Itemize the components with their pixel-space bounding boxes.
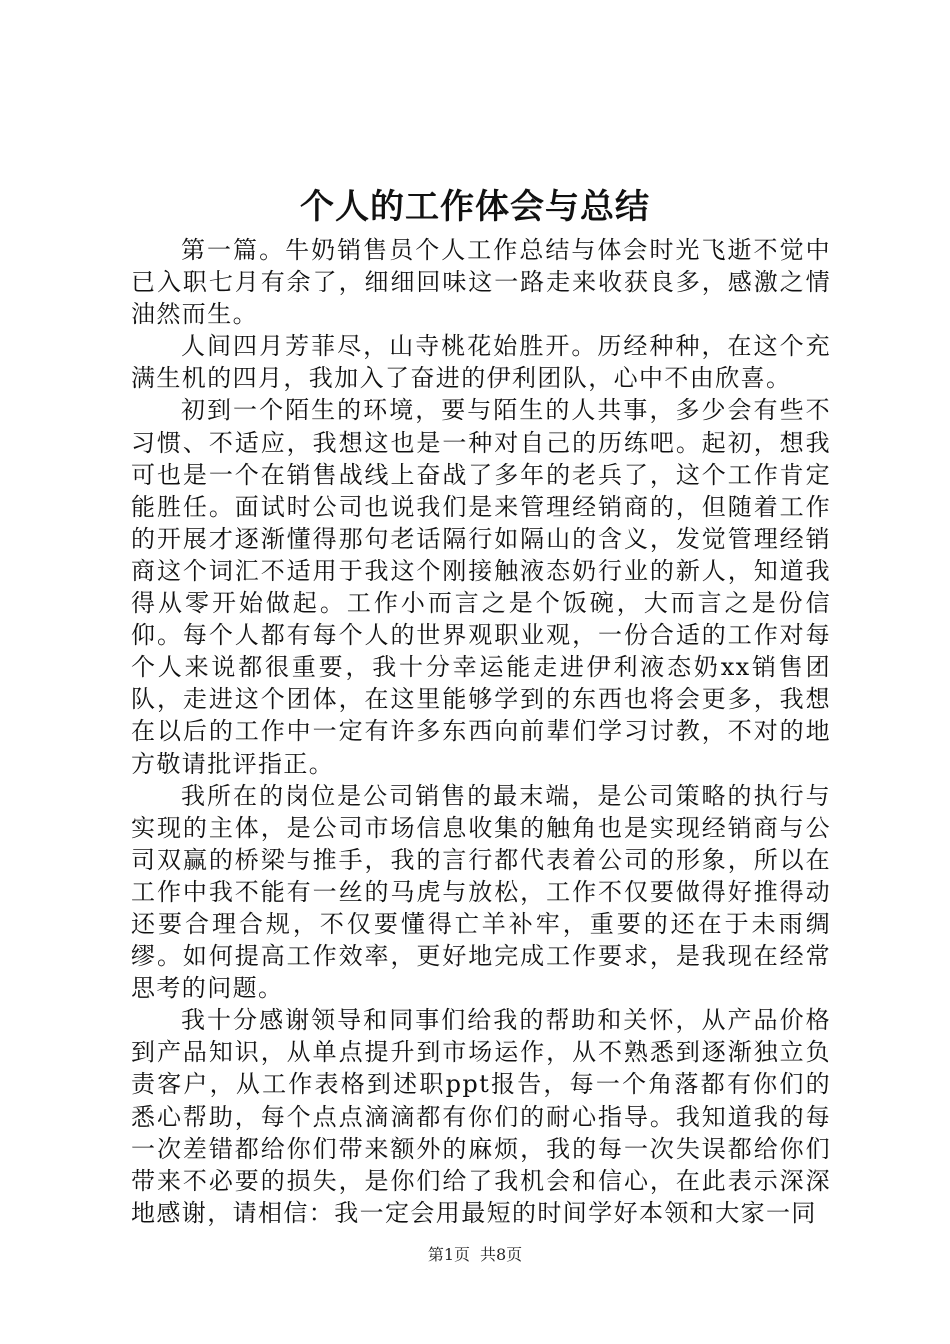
document-body	[131, 234, 831, 1229]
page-number: 第1页	[427, 1245, 470, 1264]
page-footer	[0, 1245, 950, 1265]
paragraph-2: 人间四月芳菲尽，山寺桃花始胜开。历经种种，在这个充满生机的四月，我加入了奋进的伊利团队，心中不由欣喜。	[131, 332, 831, 393]
paragraph-4: 我所在的岗位是公司销售的最末端，是公司策略的执行与实现的主体，是公司市场信息收集的触角也是实现经销商与公司双赢的桥梁与推手，我的言行都代表着公司的形象，所以在工作中我不能有一丝的马虎与放松，工作不仅要做得好推得动还要合理合规，不仅要懂得亡羊补牢，重要的还在于未雨绸缪。如何提高工作效率，更好地完成工作要求，是我现在经常思考的问题。	[131, 781, 831, 1003]
paragraph-1: 第一篇。牛奶销售员个人工作总结与体会时光飞逝不觉中已入职七月有余了，细细回味这一路走来收获良多，感激之情油然而生。	[131, 236, 831, 329]
page-total: 共8页	[480, 1245, 523, 1264]
paragraph-3: 初到一个陌生的环境，要与陌生的人共事，多少会有些不习惯、不适应，我想这也是一种对自己的历练吧。起初，想我可也是一个在销售战线上奋战了多年的老兵了，这个工作肯定能胜任。面试时公司也说我们是来管理经销商的，但随着工作的开展才逐渐懂得那句老话隔行如隔山的含义，发觉管理经销商这个词汇不适用于我这个刚接触液态奶行业的新人，知道我得从零开始做起。工作小而言之是个饭碗，大而言之是份信仰。每个人都有每个人的世界观职业观，一份合适的工作对每个人来说都很重要，我十分幸运能走进伊利液态奶xx销售团队，走进这个团体，在这里能够学到的东西也将会更多，我想在以后的工作中一定有许多东西向前辈们学习讨教，不对的地方敬请批评指正。	[131, 396, 831, 778]
paragraph-5: 我十分感谢领导和同事们给我的帮助和关怀，从产品价格到产品知识，从单点提升到市场运作，从不熟悉到逐渐独立负责客户，从工作表格到述职ppt报告，每一个角落都有你们的悉心帮助，每个点点滴滴都有你们的耐心指导。我知道我的每一次差错都给你们带来额外的麻烦，我的每一次失误都给你们带来不必要的损失，是你们给了我机会和信心，在此表示深深地感谢，请相信：我一定会用最短的时间学好本领和大家一同	[131, 1006, 831, 1227]
document-title: 个人的工作体会与总结	[300, 187, 650, 227]
